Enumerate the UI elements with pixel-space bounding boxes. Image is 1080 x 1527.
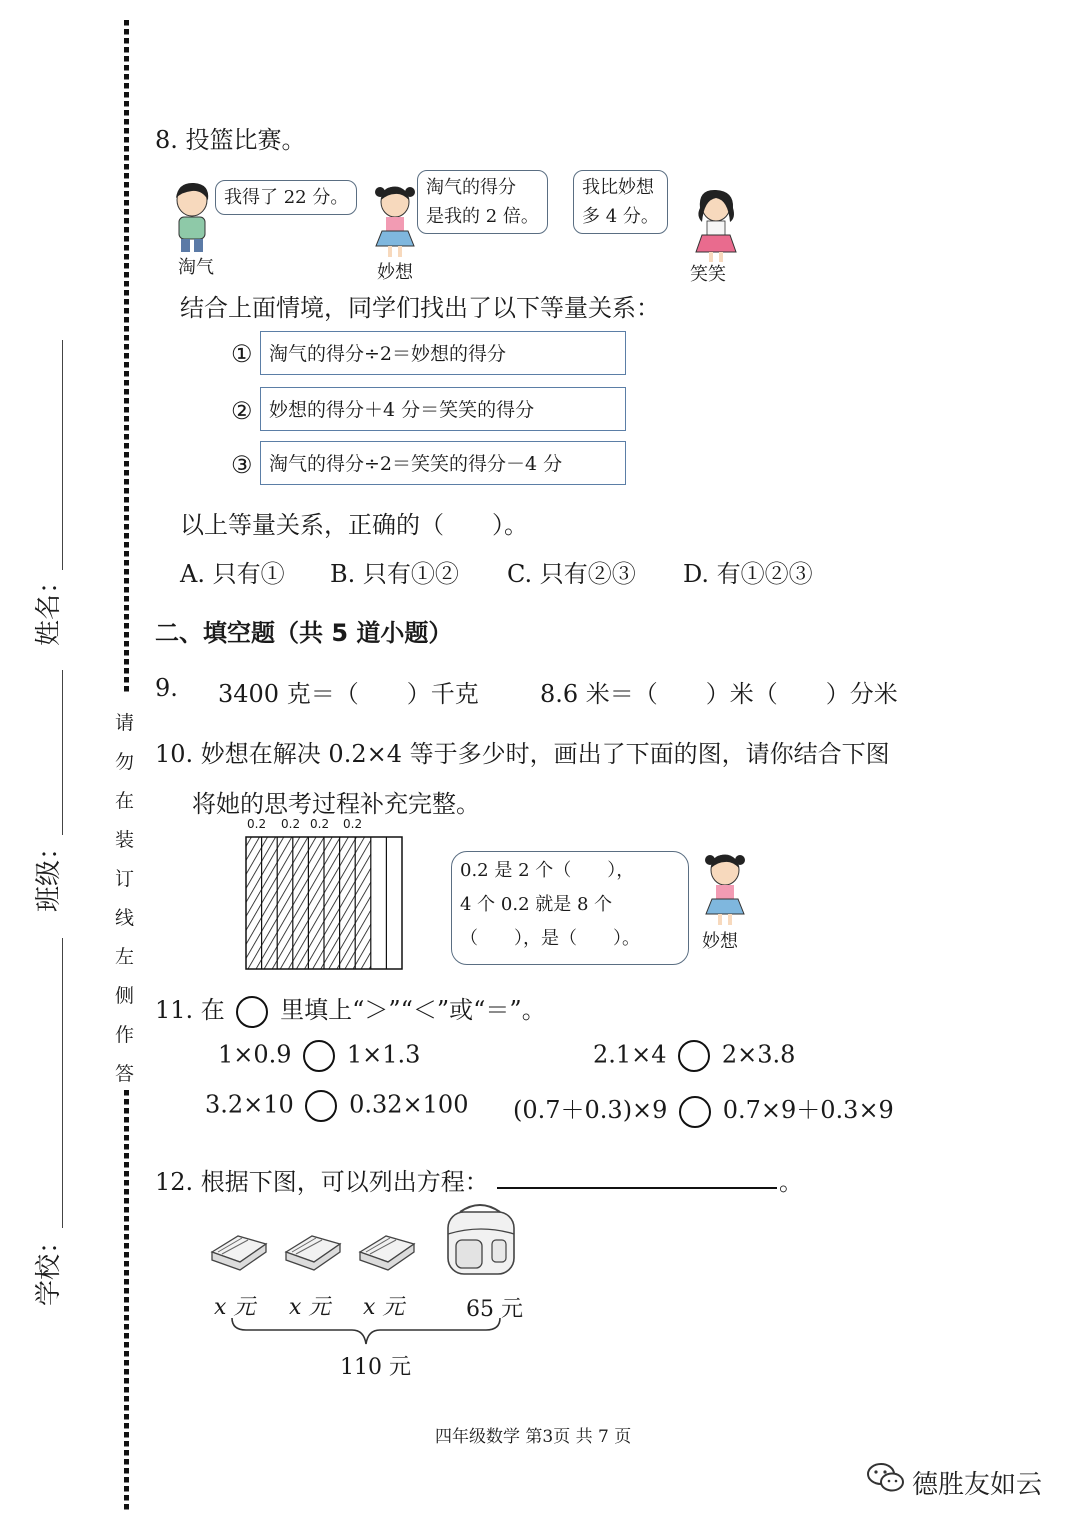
binding-warning-char: 答 (115, 1063, 135, 1085)
compare-circle-1[interactable] (303, 1040, 335, 1072)
wechat-icon (866, 1461, 906, 1495)
q8-option-c: C. 只有②③ (507, 560, 636, 588)
q9-part1: 3400 克＝（ ）千克 (218, 680, 479, 708)
name-miaoxiang-q10: 妙想 (702, 931, 738, 952)
binding-warning-char: 侧 (115, 985, 135, 1007)
pencil-case-icon (282, 1230, 344, 1274)
q11-item-2 (593, 1040, 795, 1072)
circle-icon (236, 996, 268, 1028)
q11-title-pre: 11. 在 (155, 996, 225, 1024)
pencil-case-icon (208, 1230, 270, 1274)
total-price: 110 元 (340, 1355, 411, 1380)
price-x-2: x 元 (289, 1295, 331, 1320)
name-miaoxiang: 妙想 (377, 262, 413, 283)
q11-item-1-right: 1×1.3 (346, 1040, 421, 1069)
binding-dotted-line-bottom (124, 1090, 129, 1510)
binding-warning-char: 装 (115, 829, 135, 851)
school-label: 学校： (34, 1227, 64, 1306)
bubble-xiaoxiao (573, 170, 668, 234)
q11-item-4-left: (0.7＋0.3)×9 (513, 1096, 668, 1124)
total-brace (230, 1316, 502, 1348)
price-bag: 65 元 (466, 1297, 523, 1322)
name-label: 姓名： (34, 567, 64, 646)
binding-warning-char: 订 (115, 868, 135, 890)
price-x-1: x 元 (214, 1295, 256, 1320)
watermark: 德胜友如云 (912, 1470, 1043, 1500)
q11-title-post: 里填上“＞”“＜”或“＝”。 (280, 996, 546, 1024)
school-line (62, 938, 63, 1228)
q11-item-4-right: 0.7×9＋0.3×9 (722, 1096, 894, 1124)
q10-line2: 将她的思考过程补充完整。 (192, 790, 480, 818)
q11-item-4 (513, 1090, 894, 1128)
q11-item-2-right: 2×3.8 (721, 1040, 796, 1069)
q11-item-1 (218, 1040, 420, 1072)
relation-1-box: 淘气的得分÷2＝妙想的得分 (260, 331, 626, 375)
bubble-taoqi (215, 180, 357, 215)
relation-3-num: ③ (231, 451, 253, 479)
compare-circle-3[interactable] (305, 1090, 337, 1122)
q11-item-3-right: 0.32×100 (349, 1090, 469, 1119)
miaoxiang-figure (370, 182, 420, 260)
q9-part2: 8.6 米＝（ ）米（ ）分米 (540, 680, 898, 708)
q11-item-2-left: 2.1×4 (593, 1040, 667, 1069)
xiaoxiao-figure (690, 186, 742, 264)
q12-end: 。 (779, 1168, 803, 1196)
q10-line1: 10. 妙想在解决 0.2×4 等于多少时，画出了下面的图，请你结合下图 (155, 740, 890, 768)
q8-option-d: D. 有①②③ (683, 560, 813, 588)
compare-circle-4[interactable] (679, 1096, 711, 1128)
relation-3-box: 淘气的得分÷2＝笑笑的得分－4 分 (260, 441, 626, 485)
class-line (62, 670, 63, 835)
bubble-q10-line2: 4 个 0.2 就是 8 个 (460, 894, 613, 915)
binding-warning-char: 左 (115, 946, 135, 968)
relation-1-num: ① (231, 340, 253, 368)
binding-warning-char: 在 (115, 790, 135, 812)
binding-warning-char: 线 (115, 907, 135, 929)
bubble-miaoxiang-line2: 是我的 2 倍。 (426, 206, 539, 227)
bubble-q10 (451, 851, 689, 965)
miaoxiang-figure-q10 (700, 850, 750, 928)
binding-warning-char: 作 (115, 1024, 135, 1046)
grid-label: 0.2 (310, 817, 330, 831)
q8-option-a: A. 只有① (180, 560, 285, 588)
q8-intro: 结合上面情境，同学们找出了以下等量关系： (180, 294, 660, 322)
bubble-miaoxiang (417, 170, 548, 234)
bubble-miaoxiang-line1: 淘气的得分 (426, 177, 516, 198)
q11-item-3-left: 3.2×10 (205, 1090, 294, 1119)
bubble-xiaoxiao-line2: 多 4 分。 (582, 206, 659, 227)
q8-option-b: B. 只有①② (330, 560, 459, 588)
grid-label: 0.2 (343, 817, 363, 831)
backpack-icon (438, 1198, 524, 1280)
name-taoqi: 淘气 (178, 257, 214, 278)
grid-label: 0.2 (247, 817, 267, 831)
q8-question: 以上等量关系，正确的（ ）。 (180, 511, 528, 539)
price-x-3: x 元 (363, 1295, 405, 1320)
binding-warning-char: 请 (115, 712, 135, 734)
binding-dotted-line-top (124, 20, 129, 695)
page-footer: 四年级数学 第3页 共 7 页 (435, 1427, 632, 1447)
q11-title (155, 990, 546, 1028)
compare-circle-2[interactable] (678, 1040, 710, 1072)
q11-item-1-left: 1×0.9 (218, 1040, 292, 1069)
q12-title: 12. 根据下图，可以列出方程： (155, 1168, 489, 1196)
bubble-q10-line3: （ ），是（ ）。 (460, 928, 640, 949)
bubble-taoqi-text: 我得了 22 分。 (224, 187, 349, 208)
name-xiaoxiao: 笑笑 (690, 264, 726, 285)
q8-title: 8. 投篮比赛。 (155, 126, 306, 154)
relation-2-num: ② (231, 397, 253, 425)
q9-num: 9. (155, 674, 178, 702)
name-line (62, 340, 63, 570)
relation-2-box: 妙想的得分＋4 分＝笑笑的得分 (260, 387, 626, 431)
q11-item-3 (205, 1090, 468, 1122)
bubble-xiaoxiao-line1: 我比妙想 (582, 177, 654, 198)
bubble-q10-line1: 0.2 是 2 个（ ）， (460, 860, 635, 881)
grid-label: 0.2 (281, 817, 301, 831)
taoqi-figure (168, 180, 218, 255)
pencil-case-icon (356, 1230, 418, 1274)
binding-warning-char: 勿 (115, 751, 135, 773)
q12-answer-line[interactable] (497, 1187, 777, 1189)
section-2-title: 二、填空题（共 5 道小题） (155, 619, 453, 647)
decimal-grid (244, 835, 404, 971)
class-label: 班级： (34, 833, 64, 912)
